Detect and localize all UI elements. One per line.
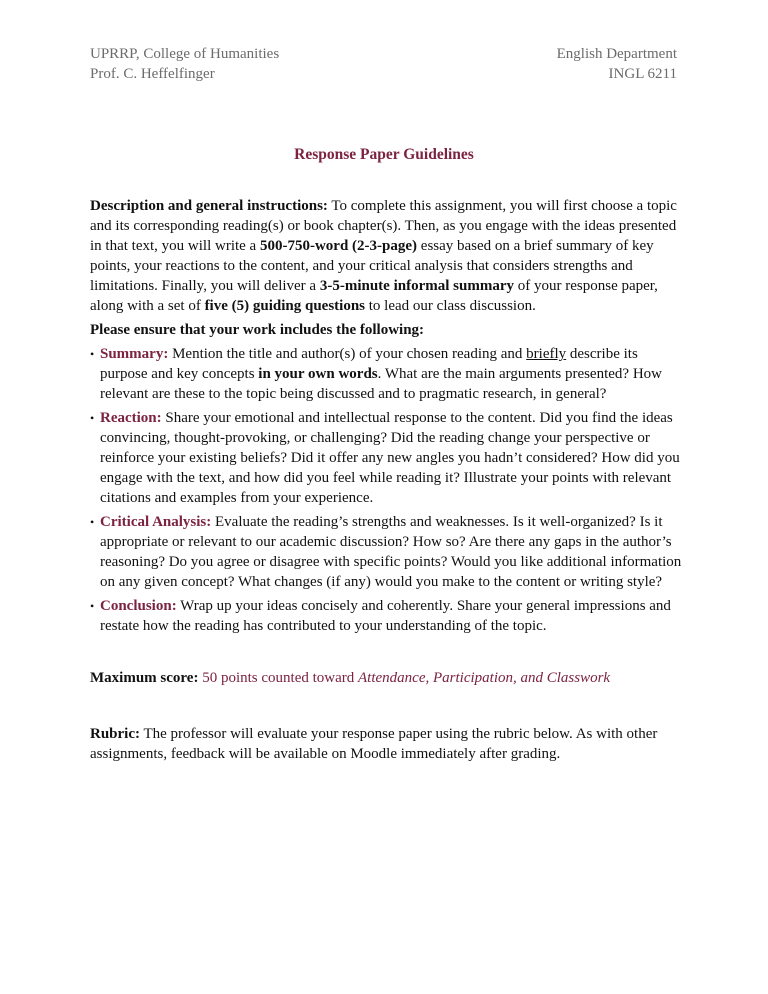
department-name: English Department	[556, 46, 677, 62]
underlined-word: briefly	[526, 346, 567, 362]
requirement-label: Critical Analysis:	[100, 514, 212, 530]
description-text: essay based on a brief summary of key points, your reactions to the content, and your critical analysis that considers strengths and limitations. Finally, you will deliver a	[90, 238, 654, 294]
requirement-text: Evaluate the reading’s strengths and weaknesses. Is it well-organized? Is it appropriate or relevant to our academic discussion? How so? Are there any gaps in the author’s reasoning? Do you agree or disagree with specific points? Would you like additional information on any given concept? What changes (if any) would you make to the content or writing style?	[100, 514, 682, 590]
requirement-text: Wrap up your ideas concisely and coherently. Share your general impressions and restate how the reading has contributed to your understanding of the topic.	[100, 598, 671, 634]
max-score-line	[90, 668, 680, 688]
course-code: INGL 6211	[608, 66, 677, 82]
requirement-label: Summary:	[100, 346, 169, 362]
questions-emphasis: five (5) guiding questions	[204, 298, 366, 314]
requirement-emphasis: in your own words	[258, 366, 378, 382]
word-count-emphasis: 500-750-word (2-3-page)	[259, 238, 418, 254]
rubric-text: The professor will evaluate your response paper using the rubric below. As with other assignments, feedback will be available on Moodle immediately after grading.	[90, 726, 658, 762]
requirements-list	[90, 344, 686, 640]
description-label: Description and general instructions:	[90, 198, 328, 214]
requirement-label: Reaction:	[100, 410, 162, 426]
summary-length-emphasis: 3-5-minute informal summary	[319, 278, 514, 294]
header-left	[90, 44, 279, 84]
requirements-heading: Please ensure that your work includes the following:	[90, 322, 425, 338]
max-score-label: Maximum score:	[90, 670, 199, 686]
professor-name: Prof. C. Heffelfinger	[90, 66, 215, 82]
requirement-text: describe its purpose and key concepts	[100, 346, 638, 382]
header-right	[557, 44, 677, 84]
bullet-icon: •	[90, 515, 95, 529]
description-text: to lead our class discussion.	[365, 298, 536, 314]
requirement-text: . What are the main arguments presented? How relevant are these to the topic being discussed and to pragmatic research, in general?	[100, 366, 662, 402]
description-text: of your response paper, along with a set of	[90, 278, 658, 314]
rubric-paragraph	[90, 724, 680, 764]
list-item-reaction	[90, 408, 686, 508]
list-item-critical-analysis	[90, 512, 686, 592]
max-score-category: Attendance, Participation, and Classwork	[358, 670, 611, 686]
bullet-icon: •	[90, 411, 95, 425]
rubric-label: Rubric:	[90, 726, 140, 742]
list-item-summary	[90, 344, 686, 404]
requirement-label: Conclusion:	[100, 598, 177, 614]
document-title: Response Paper Guidelines	[294, 146, 474, 163]
max-score-text: 50 points counted toward	[198, 670, 359, 686]
requirement-text: Share your emotional and intellectual response to the content. Did you find the ideas convincing, thought-provoking, or challenging? Did the reading change your perspective or reinforce your existing beliefs? Did it offer any new angles you hadn’t considered? How did you engage with the text, and how did you feel while reading it? Illustrate your points with relevant citations and examples from your experience.	[100, 410, 680, 506]
description-text: To complete this assignment, you will first choose a topic and its corresponding reading(s) or book chapter(s). Then, as you engage with the ideas presented in that text, you will write a	[90, 198, 677, 254]
institution-name: UPRRP, College of Humanities	[90, 46, 280, 62]
requirement-text: Mention the title and author(s) of your chosen reading and	[168, 346, 527, 362]
bullet-icon: •	[90, 347, 95, 361]
list-item-conclusion	[90, 596, 686, 636]
bullet-icon: •	[90, 599, 95, 613]
description-paragraph	[90, 196, 680, 316]
